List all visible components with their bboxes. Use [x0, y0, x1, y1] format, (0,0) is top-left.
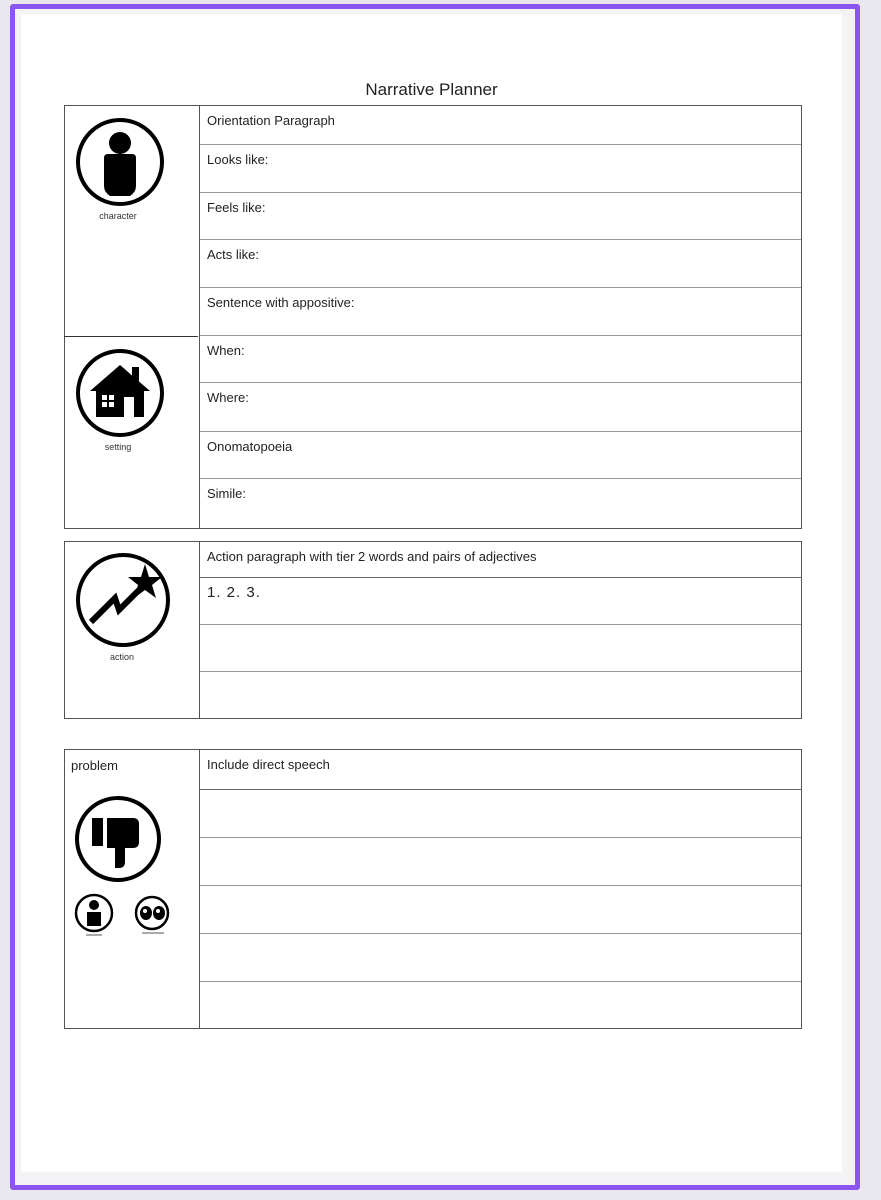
problem-blank-row-3: [200, 886, 801, 934]
document-page: [21, 14, 842, 1172]
problem-blank-row-5: [200, 982, 801, 1028]
setting-icon-label: setting: [104, 442, 132, 452]
when-row: When:: [200, 336, 801, 383]
small-person-icon: [72, 893, 116, 937]
small-eyes-icon: [132, 895, 174, 937]
character-setting-section: [64, 105, 802, 529]
action-icon-label: action: [109, 652, 135, 662]
person-icon: [74, 116, 166, 208]
feels-like-row: Feels like:: [200, 193, 801, 240]
appositive-row: Sentence with appositive:: [200, 288, 801, 336]
orientation-row: Orientation Paragraph: [200, 106, 801, 145]
problem-header-row: Include direct speech: [200, 750, 801, 790]
action-blank-row-2: [200, 672, 801, 718]
action-rows: [200, 542, 801, 718]
action-icon-column: [65, 542, 200, 718]
problem-icon-column: [65, 750, 200, 1028]
character-setting-divider: [64, 336, 198, 337]
action-star-icon: [73, 550, 173, 650]
action-numbers-row: 1. 2. 3.: [200, 578, 801, 625]
character-icon-label: character: [99, 211, 137, 221]
action-header-row: Action paragraph with tier 2 words and pairs of adjectives: [200, 542, 801, 578]
where-row: Where:: [200, 383, 801, 432]
house-icon: [74, 347, 166, 439]
page-title: Narrative Planner: [365, 80, 498, 99]
problem-blank-row-2: [200, 838, 801, 886]
simile-row: Simile:: [207, 486, 247, 501]
looks-like-row: Looks like:: [200, 145, 801, 193]
thumbs-down-icon: [73, 794, 163, 884]
character-setting-icon-column: [65, 106, 200, 528]
acts-like-row: Acts like:: [200, 240, 801, 288]
onomatopoeia-row: Onomatopoeia: [200, 432, 801, 479]
character-setting-rows: [200, 106, 801, 528]
action-section: [64, 541, 802, 719]
action-blank-row-1: [200, 625, 801, 672]
problem-section: [64, 749, 802, 1029]
problem-blank-row-4: [200, 934, 801, 982]
problem-rows: [200, 750, 801, 1028]
problem-label: problem: [71, 758, 118, 773]
problem-blank-row-1: [200, 790, 801, 838]
